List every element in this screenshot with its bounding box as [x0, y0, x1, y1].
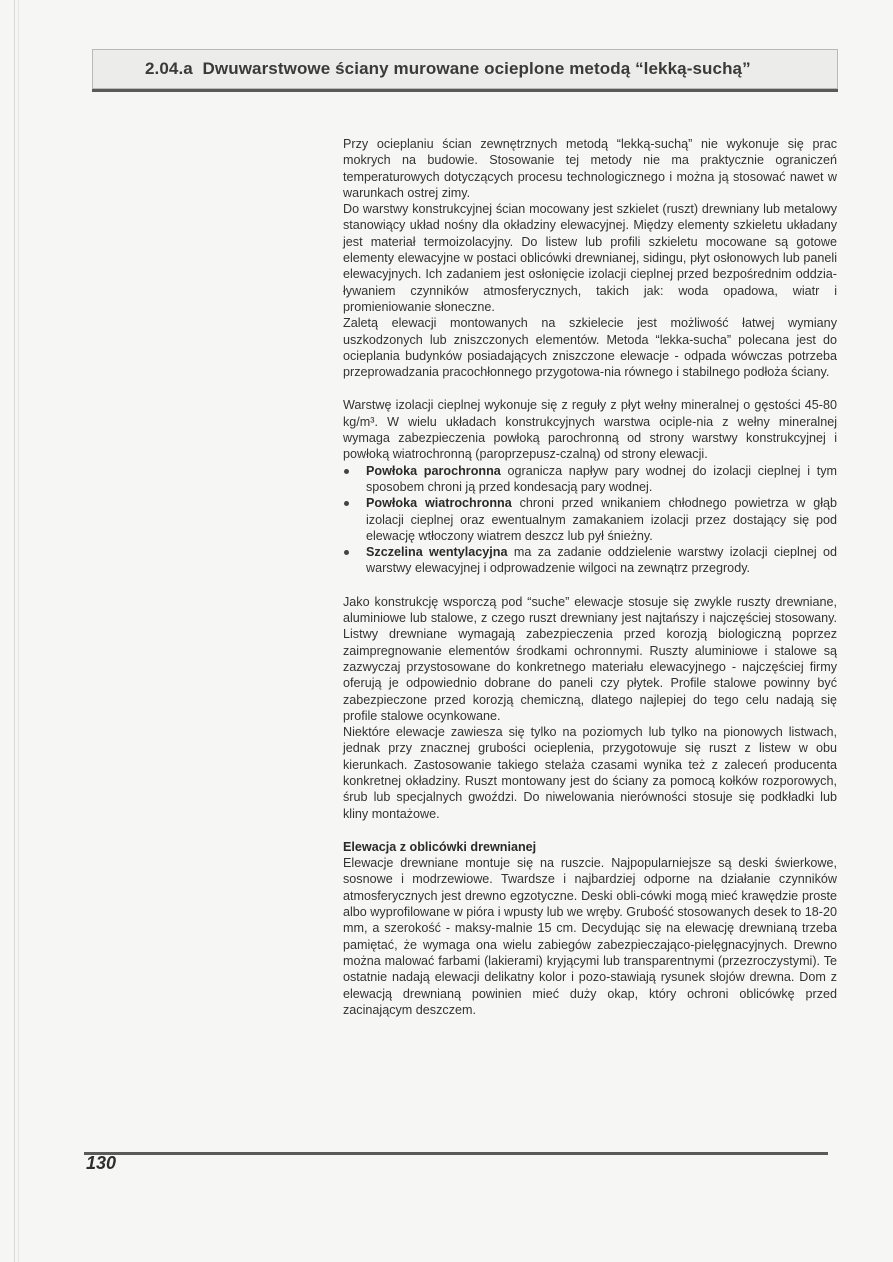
term-wind-barrier: Powłoka wiatrochronna — [366, 496, 512, 511]
section-title-text: Dwuwarstwowe ściany murowane ocieplone metodą “lekką-suchą” — [202, 59, 751, 78]
description-vapor-barrier: ogranicza napływ pary wodnej do izolacji cieplnej i tym sposobem chroni ją przed kondesacją pary wodnej. — [366, 463, 837, 494]
section-number: 2.04.a — [145, 59, 193, 78]
description-ventilation-gap: ma za zadanie oddzielenie warstwy izolacji cieplnej od warstwy elewacyjnej i odprowadzenie wilgoci na zewnątrz przegrody. — [366, 545, 837, 576]
paragraph-insulation: Warstwę izolacji cieplnej wykonuje się z reguły z płyt wełny mineralnej o gęstości 45-80 kg/m³. W wielu układach konstrukcyjnych warstwa ociple-nia z wełny mineralnej wymaga zabezpieczenia powłoką parochronną od strony warstwy konstrukcyjnej i powłoką wiatrochronną (paroprzepusz-czalną) od strony elewacji. — [343, 398, 837, 462]
footer-rule — [84, 1152, 828, 1155]
paragraph-intro-2: Do warstwy konstrukcyjnej ścian mocowany jest szkielet (ruszt) drewniany lub metalowy stanowiący układ nośny dla okładziny elewacyjnej. Między elementy szkieletu układany jest materiał termoizolacyjny. Do listew lub profili szkieletu mocowane są gotowe elementy elewacyjne w postaci oblicówki drewnianej, sidingu, płyt osłonowych lub paneli elewacyjnych. Ich zadaniem jest osłonięcie izolacji cieplnej przed bezpośrednim oddzia-ływaniem czynników atmosferycznych, takich jak: woda opadowa, wiatr i promieniowanie słoneczne. — [343, 202, 837, 314]
paragraph-frame-1: Jako konstrukcję wsporczą pod “suche” elewacje stosuje się zwykle ruszty drewniane, aluminiowe lub stalowe, z czego ruszt drewniany jest najtańszy i najczęściej stosowany. Listwy drewniane wymagają zabezpieczenia przed korozją biologiczną poprzez zaimpregnowanie elementów środkami ochronnymi. Ruszty aluminiowe i stalowe są zazwyczaj przystosowane do konkretnego materiału elewacyjnego - najczęściej firmy oferują je odpowiednio dobrane do paneli czy płytek. Profile stalowe powinny być zabezpieczone przed korozją chemiczną, dlatego najlepiej do tego celu nadają się profile stalowe ocynkowane. — [343, 594, 837, 723]
description-wind-barrier: chroni przed wnikaniem chłodnego powietrza w głąb izolacji cieplnej oraz ewentualnym zamakaniem izolacji przez dostający się pod elewację wtłoczony wiatrem deszcz lub pył śnieżny. — [366, 496, 838, 543]
list-item-ventilation-gap — [343, 544, 837, 577]
spacer — [343, 380, 837, 397]
list-item-wind-barrier — [343, 495, 837, 544]
binding-edge-line — [14, 0, 15, 1262]
article-body — [343, 136, 837, 1018]
list-item-vapor-barrier — [343, 463, 837, 496]
page-number: 130 — [86, 1153, 117, 1173]
subsection-heading: Elewacja z oblicówki drewnianej — [343, 839, 537, 854]
paragraph-intro-1: Przy ocieplaniu ścian zewnętrznych metodą “lekką-suchą” nie wykonuje się prac mokrych na budowie. Stosowanie tej metody nie ma praktycznie ograniczeń temperaturowych dotyczących procesu technologicznego i można ją stosować nawet w warunkach ostrej zimy. — [343, 137, 837, 200]
layer-list — [343, 463, 837, 577]
spacer — [343, 577, 837, 594]
paragraph-intro-3: Zaletą elewacji montowanych na szkielecie jest możliwość łatwej wymiany uszkodzonych lub zniszczonych elementów. Metoda “lekka-sucha” polecana jest do ocieplania budynków posiadających zniszczone elewacje - odpada wówczas potrzeba przeprowadzania pracochłonnego przygotowa-nia równego i stabilnego podłoża ściany. — [343, 316, 837, 380]
section-title — [145, 59, 751, 79]
paragraph-frame-2: Niektóre elewacje zawiesza się tylko na poziomych lub tylko na pionowych listwach, jednak przy znacznej grubości ocieplenia, przygotowuje się ruszt z listew w obu kierunkach. Zastosowanie takiego stelaża czasami wynika też z zaleceń producenta konkretnej okładziny. Ruszt montowany jest do ściany za pomocą kołków rozporowych, śrub lub specjalnych gwoździ. Do niwelowania nierówności stosuje się podkładki lub kliny montażowe. — [343, 725, 837, 821]
spacer — [343, 822, 837, 839]
header-underline — [92, 89, 838, 92]
binding-edge-line-secondary — [18, 0, 19, 1262]
term-ventilation-gap: Szczelina wentylacyjna — [366, 545, 508, 560]
paragraph-wood-cladding: Elewacje drewniane montuje się na ruszcie. Najpopularniejsze są deski świerkowe, sosnowe i modrzewiowe. Twardsze i najbardziej odporne na działanie czynników atmosferycznych jest drewno egzotyczne. Deski obli-cówki mogą mieć krawędzie proste albo wyprofilowane w pióra i wpusty lub we wręby. Grubość stosowanych desek to 18-20 mm, a szerokość - maksy-malnie 15 cm. Decydując się na elewację drewnianą trzeba pamiętać, że wymaga ona wielu zabiegów zabezpieczająco-pielęgnacyjnych. Drewno można malować farbami (lakierami) kryjącymi lub transparentnymi (przezroczystymi). Te ostatnie nadają elewacji delikatny kolor i pozo-stawiają rysunek słojów drewna. Dom z elewacją drewnianą powinien mieć duży okap, który ochroni oblicówkę przed zacinającym deszczem. — [343, 856, 837, 1017]
term-vapor-barrier: Powłoka parochronna — [366, 463, 501, 478]
section-header — [92, 49, 838, 89]
